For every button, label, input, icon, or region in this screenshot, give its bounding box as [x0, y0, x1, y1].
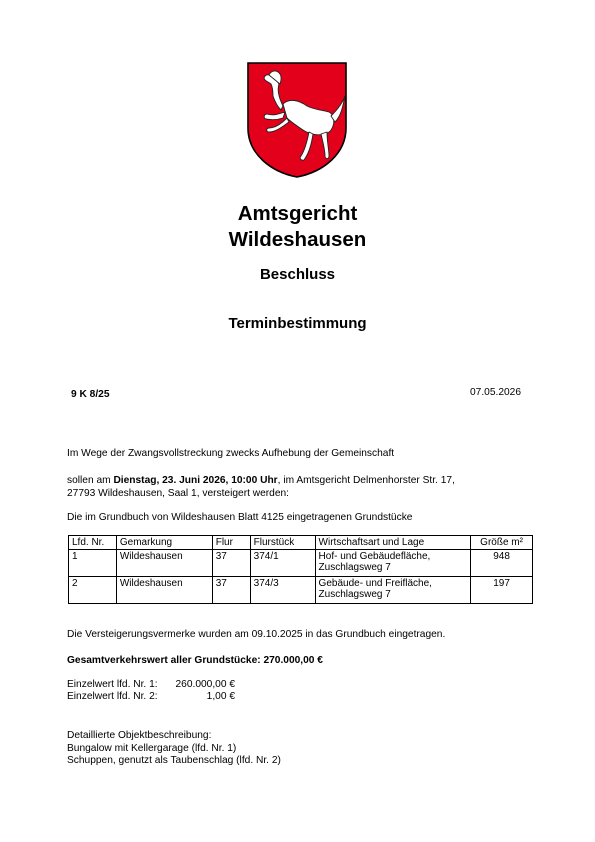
- value-label: Einzelwert lfd. Nr. 1:: [67, 679, 158, 690]
- value-amount: 1,00 €: [206, 691, 235, 702]
- court-name-line2: Wildeshausen: [228, 228, 367, 251]
- auction-prefix: sollen am: [67, 475, 114, 486]
- intro-text: Im Wege der Zwangsvollstreckung zwecks Aufhebung der Gemeinschaft: [67, 448, 395, 459]
- description-line: Schuppen, genutzt als Taubenschlag (lfd. Nr. 2): [67, 755, 281, 766]
- court-name-line1: Amtsgericht: [237, 202, 358, 225]
- auction-line2: 27793 Wildeshausen, Saal 1, versteigert werden:: [67, 488, 289, 499]
- table-header-cell: Flurstück: [250, 536, 315, 550]
- table-header-cell: Lfd. Nr.: [69, 536, 117, 550]
- wirtschaftsart-line2: Zuschlagsweg 7: [318, 589, 391, 600]
- auction-line1: [67, 474, 455, 487]
- value-amount: 260.000,00 €: [175, 679, 235, 690]
- table-cell-nr: 1: [69, 550, 117, 577]
- single-value-2: [67, 690, 235, 703]
- table-cell-gemarkung: Wildeshausen: [116, 550, 212, 577]
- registry-text: Die im Grundbuch von Wildeshausen Blatt 4125 eingetragenen Grundstücke: [67, 512, 413, 523]
- table-header-cell: Wirtschaftsart und Lage: [315, 536, 471, 550]
- total-value: Gesamtverkehrswert aller Grundstücke: 270.000,00 €: [67, 655, 323, 666]
- table-cell-flur: 37: [212, 577, 250, 604]
- table-row: [69, 577, 533, 604]
- table-cell-flurstueck: 374/1: [250, 550, 315, 577]
- table-cell-groesse: 948: [471, 550, 533, 577]
- description-line: Bungalow mit Kellergarage (lfd. Nr. 1): [67, 743, 237, 754]
- table-header-row: [69, 536, 533, 550]
- table-cell-groesse: 197: [471, 577, 533, 604]
- lower-saxony-crest-icon: [247, 62, 347, 178]
- wirtschaftsart-line1: Hof- und Gebäudefläche,: [318, 551, 431, 562]
- wirtschaftsart-line1: Gebäude- und Freifläche,: [318, 578, 432, 589]
- table-cell-flur: 37: [212, 550, 250, 577]
- auction-date: Dienstag, 23. Juni 2026, 10:00 Uhr: [113, 475, 278, 486]
- subject-title: Terminbestimmung: [228, 315, 367, 332]
- auction-suffix: , im Amtsgericht Delmenhorster Str. 17,: [277, 475, 455, 486]
- table-header-cell: Gemarkung: [116, 536, 212, 550]
- wirtschaftsart-line2: Zuschlagsweg 7: [318, 562, 391, 573]
- table-cell-gemarkung: Wildeshausen: [116, 577, 212, 604]
- registry-note: Die Versteigerungsvermerke wurden am 09.10.2025 in das Grundbuch eingetragen.: [67, 629, 446, 640]
- property-table: [68, 535, 533, 604]
- table-cell-wirtschaftsart: [315, 550, 471, 577]
- value-label: Einzelwert lfd. Nr. 2:: [67, 691, 158, 702]
- case-number: 9 K 8/25: [71, 389, 110, 400]
- table-header-cell: Flur: [212, 536, 250, 550]
- table-cell-nr: 2: [69, 577, 117, 604]
- table-cell-wirtschaftsart: [315, 577, 471, 604]
- table-row: [69, 550, 533, 577]
- document-date: 07.05.2026: [470, 387, 521, 398]
- description-title: Detaillierte Objektbeschreibung:: [67, 730, 212, 741]
- decision-title: Beschluss: [259, 266, 336, 283]
- table-header-cell: Größe m²: [471, 536, 533, 550]
- table-cell-flurstueck: 374/3: [250, 577, 315, 604]
